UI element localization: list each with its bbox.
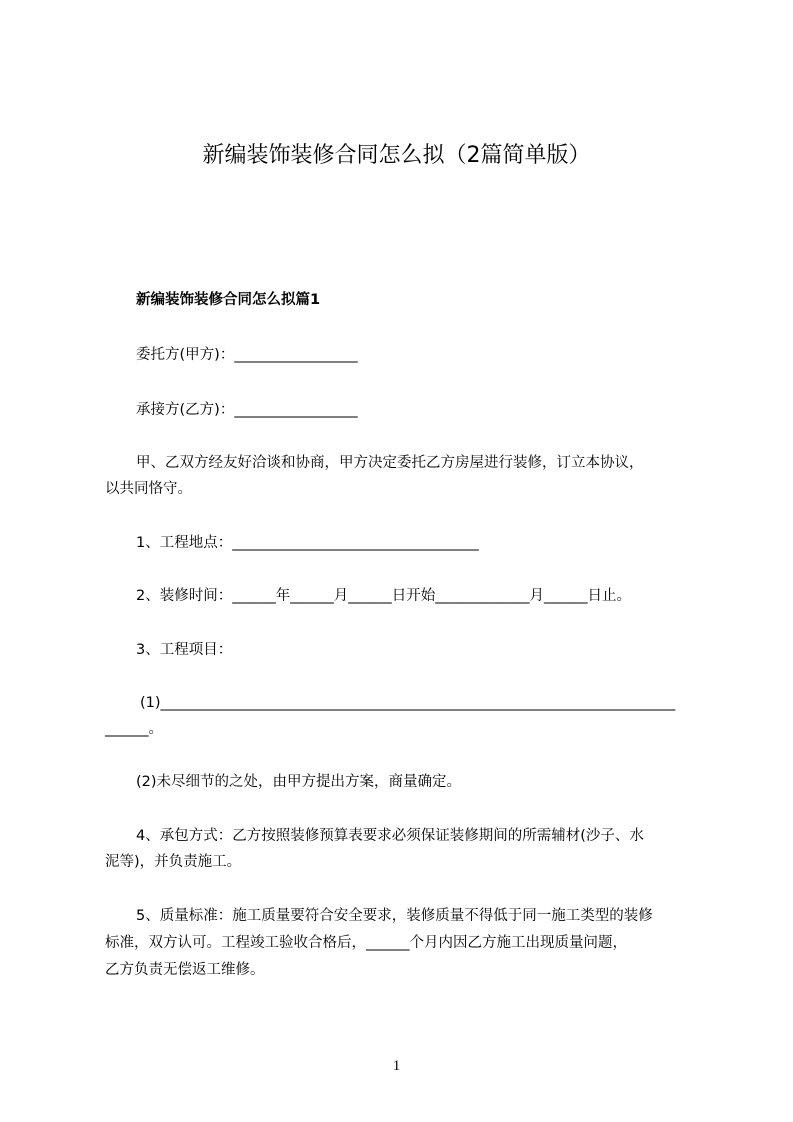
page-number: 1 (392, 1058, 401, 1074)
clause-5-line-2: 标准，双方认可。工程竣工验收合格后，______个月内因乙方施工出现质量问题， (105, 935, 627, 951)
intro-line-2: 以共同恪守。 (105, 481, 192, 497)
intro-line-1: 甲、乙双方经友好洽谈和协商，甲方决定委托乙方房屋进行装修，订立本协议， (136, 455, 644, 471)
item-1-line-end: ______。 (105, 721, 163, 737)
item-2-line: (2)未尽细节的之处，由甲方提出方案，商量确定。 (136, 774, 462, 790)
clause-3-items: 3、工程项目： (136, 642, 233, 658)
document-title: 新编装饰装修合同怎么拟（2篇简单版） (202, 143, 591, 168)
clause-1-location: 1、工程地点：__________________________________ (136, 535, 479, 551)
item-1-line: (1)_______________________________________________________________________ (140, 695, 676, 711)
clause-5-line-1: 5、质量标准：施工质量要符合安全要求，装修质量不得低于同一施工类型的装修 (136, 908, 653, 924)
clause-2-duration: 2、装修时间：______年______月______日开始_____________月______日止。 (136, 588, 631, 604)
party-a-line: 委托方(甲方)：_________________ (136, 347, 358, 363)
party-b-line: 承接方(乙方)：_________________ (136, 402, 358, 418)
clause-5-line-3: 乙方负责无偿返工维修。 (105, 962, 265, 978)
section-heading: 新编装饰装修合同怎么拟篇1 (136, 292, 321, 308)
clause-4-line-1: 4、承包方式：乙方按照装修预算表要求必须保证装修期间的所需辅材(沙子、水 (136, 828, 644, 844)
clause-4-line-2: 泥等)，并负责施工。 (105, 854, 242, 870)
